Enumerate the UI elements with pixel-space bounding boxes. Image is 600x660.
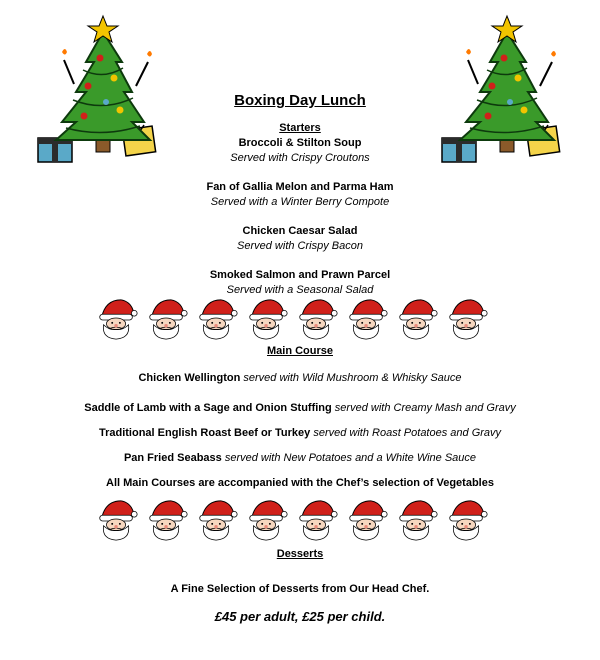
santa-face-icon	[295, 497, 339, 543]
main-2	[0, 401, 600, 415]
desserts-text: A Fine Selection of Desserts from Our Head Chef.	[170, 583, 430, 595]
main-course-heading: Main Course	[266, 345, 333, 357]
santa-face-icon	[345, 296, 389, 342]
starter-3-detail: Served with Crispy Bacon	[237, 240, 363, 252]
santa-face-icon	[395, 497, 439, 543]
price-line: £45 per adult, £25 per child.	[214, 609, 386, 624]
main-4-detail: served with New Potatoes and a White Wine Sauce	[221, 452, 477, 464]
main-4-name: Pan Fried Seabass	[123, 452, 222, 464]
menu-title: Boxing Day Lunch	[234, 92, 366, 109]
main-1-name: Chicken Wellington	[138, 372, 241, 384]
santa-face-icon	[195, 296, 239, 342]
santa-face-icon	[345, 497, 389, 543]
main-1	[0, 371, 600, 385]
main-3-detail: served with Roast Potatoes and Gravy	[310, 427, 502, 439]
santa-face-icon	[145, 497, 189, 543]
main-3	[0, 426, 600, 440]
santa-face-icon	[95, 296, 139, 342]
santa-face-icon	[245, 296, 289, 342]
desserts-heading: Desserts	[276, 548, 324, 560]
starters-heading: Starters	[279, 122, 321, 134]
santa-face-icon	[445, 296, 489, 342]
main-3-name: Traditional English Roast Beef or Turkey	[98, 427, 311, 439]
santa-face-icon	[195, 497, 239, 543]
starter-1-detail: Served with Crispy Croutons	[230, 152, 370, 164]
santa-face-icon	[95, 497, 139, 543]
santa-face-icon	[145, 296, 189, 342]
starter-2-detail: Served with a Winter Berry Compote	[210, 196, 390, 208]
main-2-name: Saddle of Lamb with a Sage and Onion Stuffing	[84, 402, 332, 414]
main-course-note: All Main Courses are accompanied with the Chef’s selection of Vegetables	[106, 477, 494, 489]
main-2-detail: served with Creamy Mash and Gravy	[331, 402, 516, 414]
santa-border-bottom	[95, 497, 495, 543]
starter-4-detail: Served with a Seasonal Salad	[226, 284, 374, 296]
starter-4-name: Smoked Salmon and Prawn Parcel	[209, 269, 391, 281]
santa-face-icon	[395, 296, 439, 342]
starter-1-name: Broccoli & Stilton Soup	[238, 137, 362, 149]
santa-border-top	[95, 296, 495, 342]
main-1-detail: served with Wild Mushroom & Whisky Sauce	[240, 372, 462, 384]
santa-face-icon	[445, 497, 489, 543]
santa-face-icon	[245, 497, 289, 543]
starter-2-name: Fan of Gallia Melon and Parma Ham	[206, 181, 394, 193]
main-4	[0, 451, 600, 465]
starter-3-name: Chicken Caesar Salad	[242, 225, 358, 237]
santa-face-icon	[295, 296, 339, 342]
